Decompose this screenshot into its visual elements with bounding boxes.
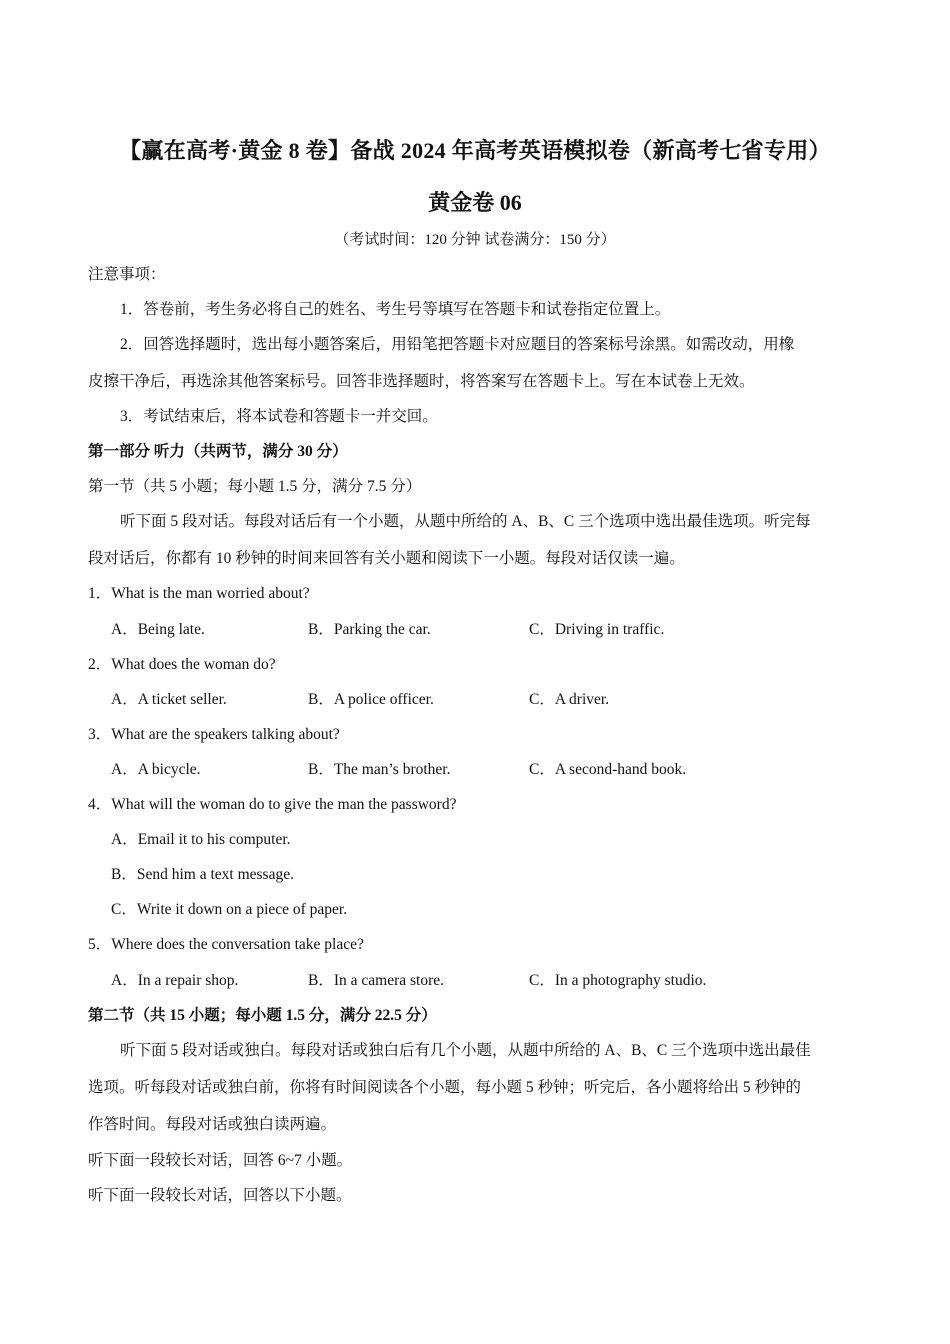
question-5-option-a: A．In a repair shop. <box>111 972 239 989</box>
section2-instructions-cont2: 作答时间。每段对话或独白读两遍。 <box>88 1116 337 1133</box>
note-item-1: 1．答卷前，考生务必将自己的姓名、考生号等填写在答题卡和试卷指定位置上。 <box>120 301 671 318</box>
note-item-2: 2．回答选择题时，选出每小题答案后，用铅笔把答题卡对应题目的答案标号涂黑。如需改动，用橡 <box>120 336 795 353</box>
question-4-option-c: C．Write it down on a piece of paper. <box>111 901 348 918</box>
question-1-stem: 1．What is the man worried about? <box>88 585 310 602</box>
question-4-stem: 4．What will the woman do to give the man the password? <box>88 796 457 813</box>
question-4-option-b: B．Send him a text message. <box>111 866 294 883</box>
question-2-option-c: C．A driver. <box>529 691 610 708</box>
question-2-stem: 2．What does the woman do? <box>88 656 276 673</box>
question-1-option-a: A．Being late. <box>111 621 205 638</box>
question-5-option-c: C．In a photography studio. <box>529 972 707 989</box>
page-subtitle: 黄金卷 06 <box>428 190 522 215</box>
section2-instructions-cont: 选项。听每段对话或独白前，你将有时间阅读各个小题，每小题 5 秒钟；听完后，各小题将给出 5 秒钟的 <box>88 1079 802 1096</box>
question-3-option-b: B．The man’s brother. <box>308 761 451 778</box>
exam-meta: （考试时间：120 分钟 试卷满分：150 分） <box>334 232 616 248</box>
question-2-option-b: B．A police officer. <box>308 691 434 708</box>
page-title: 【赢在高考·黄金 8 卷】备战 2024 年高考英语模拟卷（新高考七省专用） <box>119 138 831 163</box>
question-3-option-c: C．A second-hand book. <box>529 761 687 778</box>
subsection-6-7: 听下面一段较长对话，回答 6~7 小题。 <box>88 1152 353 1169</box>
section1-heading: 第一节（共 5 小题；每小题 1.5 分，满分 7.5 分） <box>88 478 422 495</box>
question-3-stem: 3．What are the speakers talking about? <box>88 726 340 743</box>
question-4-option-a: A．Email it to his computer. <box>111 831 291 848</box>
note-item-3: 3．考试结束后，将本试卷和答题卡一并交回。 <box>120 408 438 425</box>
question-1-option-b: B．Parking the car. <box>308 621 431 638</box>
part1-heading: 第一部分 听力（共两节，满分 30 分） <box>88 443 348 460</box>
subsection-next: 听下面一段较长对话，回答以下小题。 <box>88 1187 352 1204</box>
question-5-option-b: B．In a camera store. <box>308 972 444 989</box>
question-5-stem: 5．Where does the conversation take place? <box>88 936 364 953</box>
section1-instructions: 听下面 5 段对话。每段对话后有一个小题，从题中所给的 A、B、C 三个选项中选出最佳选项。听完每 <box>120 513 811 530</box>
section2-heading: 第二节（共 15 小题；每小题 1.5 分，满分 22.5 分） <box>88 1007 437 1024</box>
section1-instructions-cont: 段对话后，你都有 10 秒钟的时间来回答有关小题和阅读下一小题。每段对话仅读一遍。 <box>88 550 685 567</box>
note-item-2-cont: 皮擦干净后，再选涂其他答案标号。回答非选择题时，将答案写在答题卡上。写在本试卷上无效。 <box>88 373 755 390</box>
question-2-option-a: A．A ticket seller. <box>111 691 227 708</box>
question-1-option-c: C．Driving in traffic. <box>529 621 665 638</box>
notes-heading: 注意事项： <box>88 266 166 283</box>
question-3-option-a: A．A bicycle. <box>111 761 201 778</box>
section2-instructions: 听下面 5 段对话或独白。每段对话或独白后有几个小题，从题中所给的 A、B、C 三个选项中选出最佳 <box>120 1042 811 1059</box>
